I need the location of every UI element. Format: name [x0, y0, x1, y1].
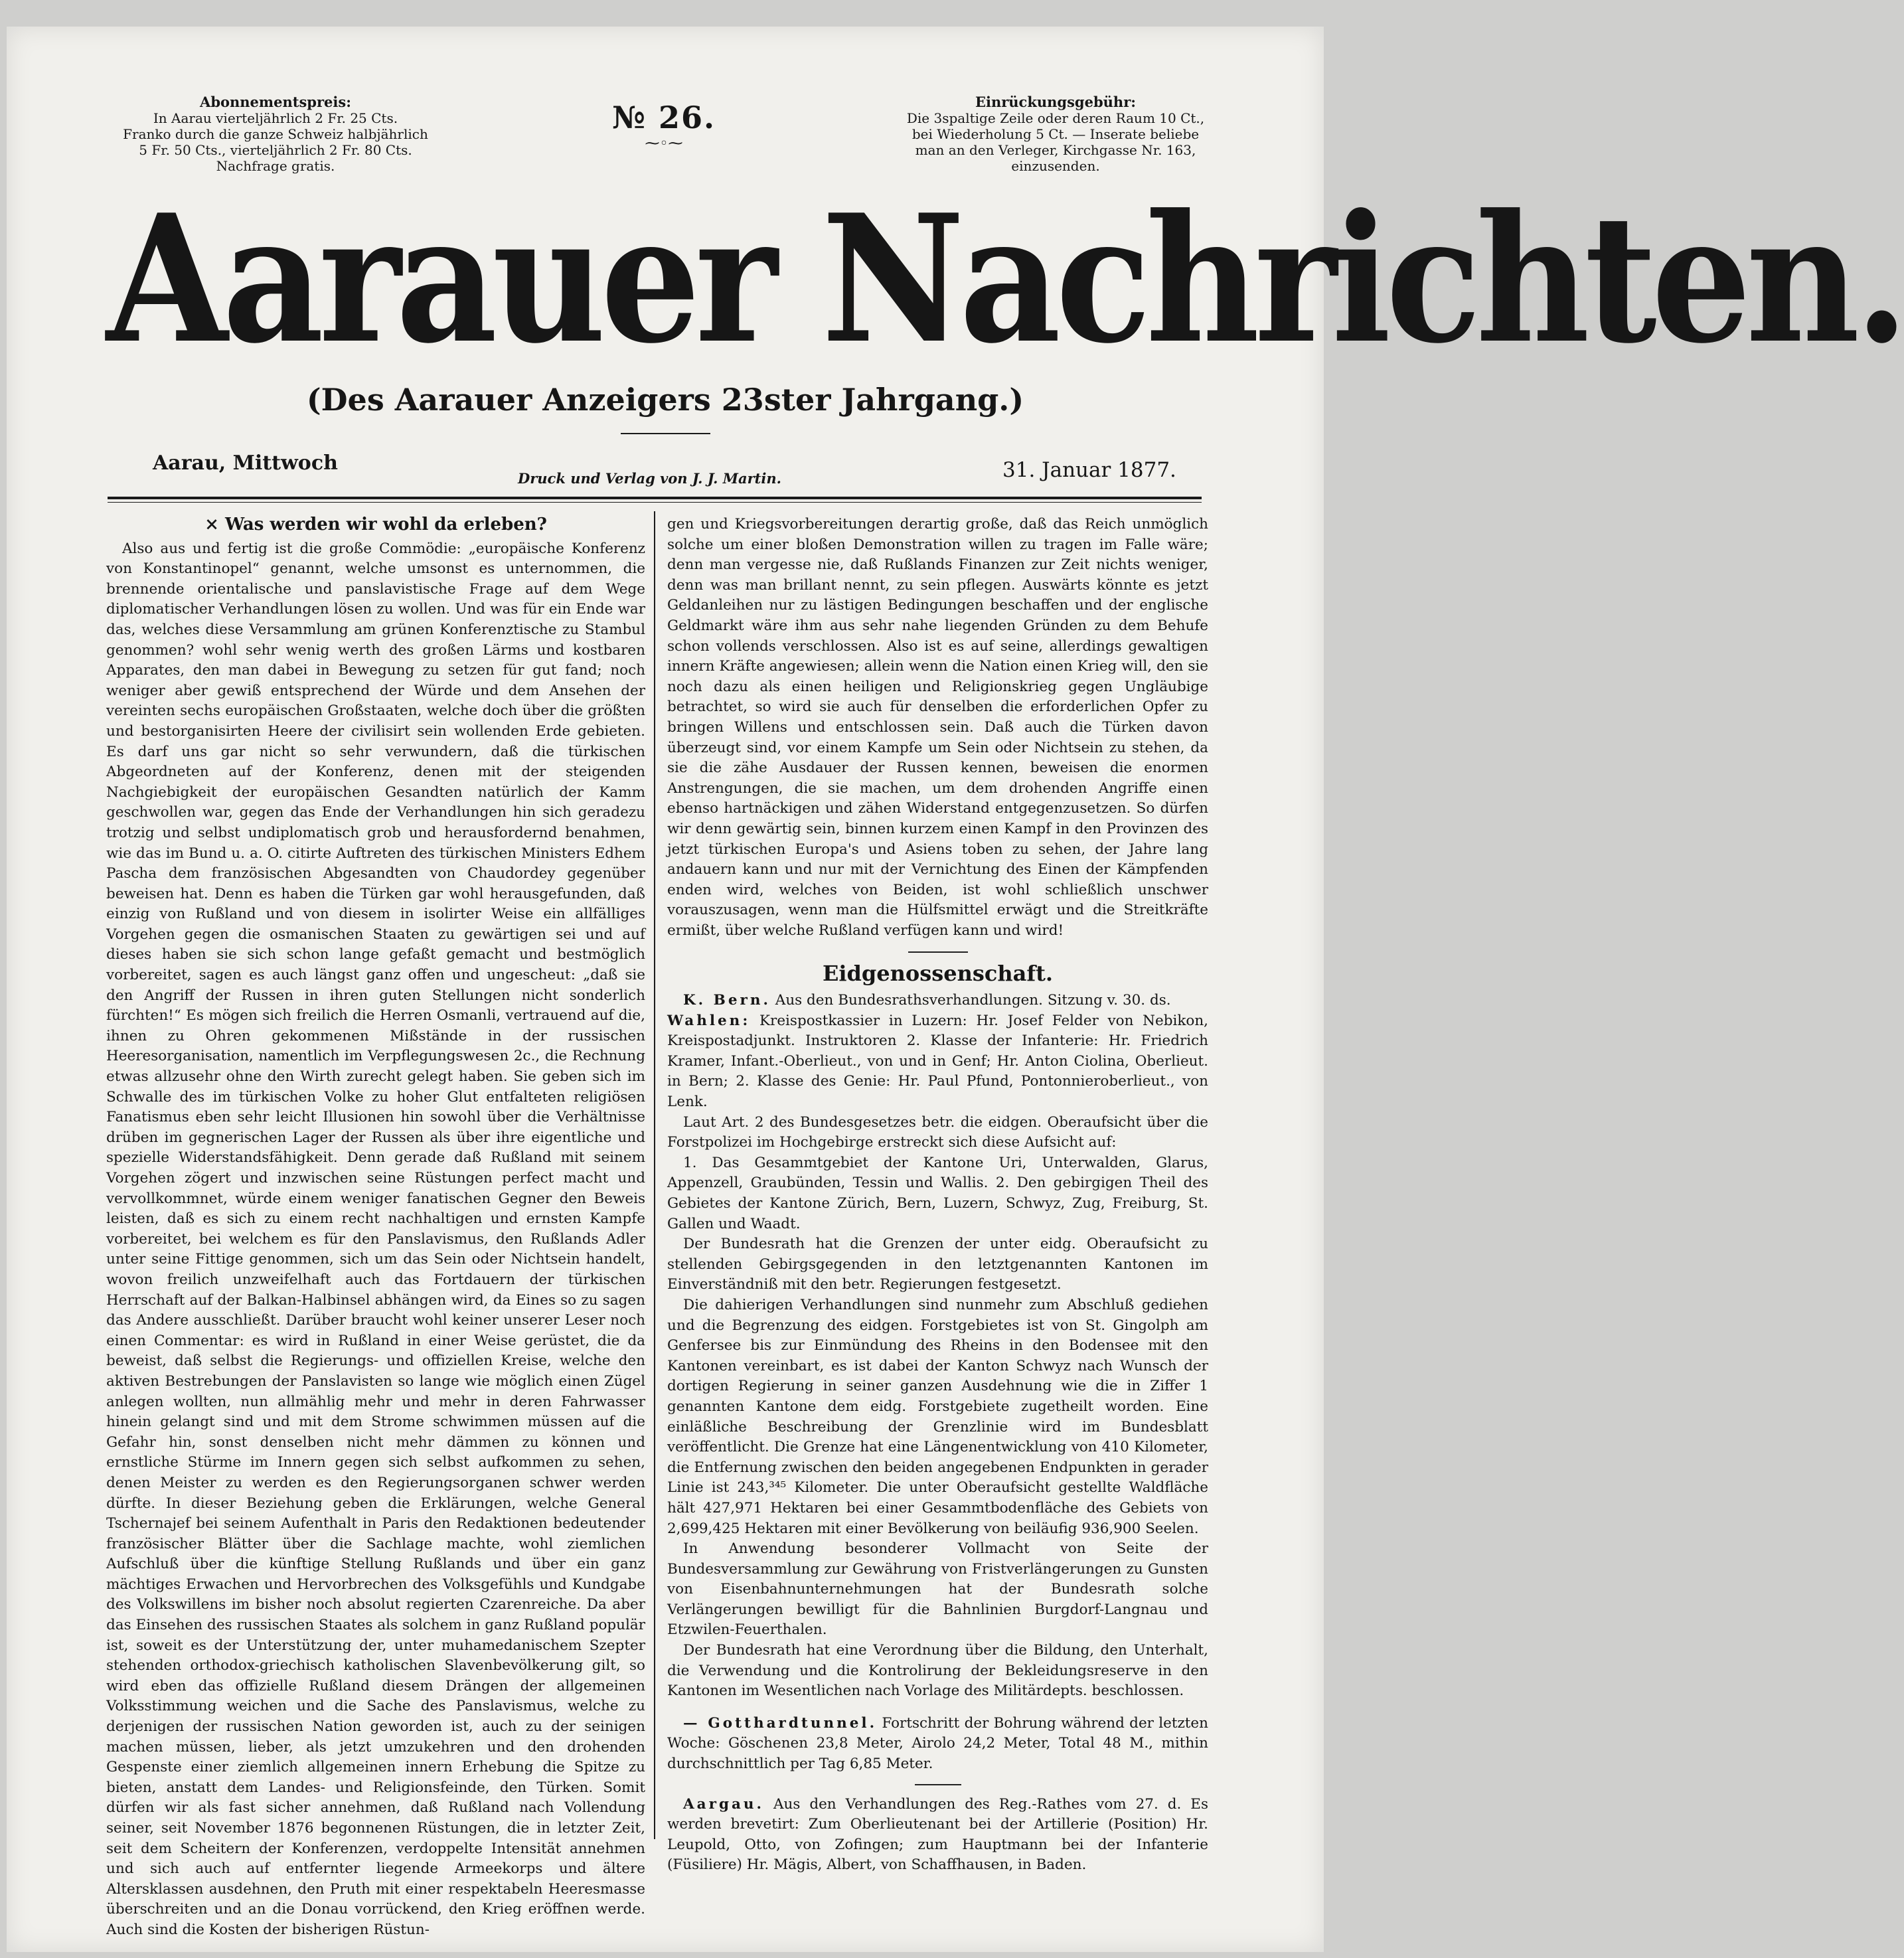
news-item-gotthard: [667, 1714, 1208, 1775]
insertion-fee-box: [883, 94, 1228, 174]
wahlen-lead: Wahlen:: [667, 1012, 751, 1029]
paragraph-verhandlungen: Die dahierigen Verhandlungen sind nunmehr zum Abschluß gediehen und die Begrenzung des eidgen. Forstgebietes ist von St. Gingolph am Genfersee bis zur Einmündung des Rheins in den Bodensee mit den Kantonen vereinbart, es ist dabei der Kanton Schwyz nach Wunsch der dortigen Regierung in seiner ganzen Ausdehnung wie die in Ziffer 1 genannten Kantone dem eidg. Forstgebiete zugetheilt worden. Eine einläßliche Beschreibung der Grenzlinie wird im Bundesblatt veröffentlicht. Die Grenze hat eine Längenentwicklung von 410 Kilometer, die Entfernung zwischen den beiden angegebenen Endpunkten in gerader Linie ist 243,³⁴⁵ Kilometer. Die unter Oberaufsicht gestellte Waldfläche hält 427,971 Hektaren bei einer Gesammtbodenfläche des Gebiets von 2,699,425 Hektaren mit einer Bevölkerung von beiläufig 936,900 Seelen.: [667, 1296, 1208, 1537]
header-rule-thick: [108, 497, 1202, 499]
dateline-place: Aarau, Mittwoch: [153, 451, 338, 475]
insertion-heading: Einrückungsgebühr:: [975, 94, 1137, 110]
subscription-heading: Abonnementspreis:: [200, 94, 351, 110]
header-rule-thin: [108, 502, 1202, 503]
item-separator: [915, 1784, 961, 1785]
insertion-line: bei Wiederholung 5 Ct. — Inserate beliebe: [912, 126, 1200, 142]
bern-lead: K. Bern.: [683, 992, 771, 1009]
paragraph-bundesrath: Der Bundesrath hat die Grenzen der unter eidg. Oberaufsicht zu stellenden Gebirgsgegenden in den letztgenannten Kantonen im Einverständniß mit den betr. Regierungen festgesetzt.: [667, 1236, 1208, 1293]
section-separator: [908, 951, 968, 953]
issue-ornament: ⁓◦⁓: [645, 135, 683, 152]
paragraph-verordnung: Der Bundesrath hat eine Verordnung über die Bildung, den Unterhalt, die Verwendung und die Kontrolirung der Bekleidungsreserve in den Kantonen im Wesentlichen nach Vorlage des Militärdepts. beschlossen.: [667, 1642, 1208, 1700]
newspaper-page: [7, 27, 1904, 1952]
paragraph-art2: Laut Art. 2 des Bundesgesetzes betr. die eidgen. Oberaufsicht über die Forstpolizei im Hochgebirge erstreckt sich diese Aufsicht auf:: [667, 1113, 1208, 1151]
dateline-date: 31. Januar 1877.: [1002, 458, 1176, 482]
column-divider: [654, 511, 655, 1839]
paragraph-vollmacht: In Anwendung besonderer Vollmacht von Seite der Bundesversammlung zur Gewährung von Fristverlängerungen zu Gunsten von Eisenbahnunternehmungen hat der Bundesrath solche Verlängerungen bewilligt für die Bahnlinien Burgdorf-Langnau und Etzwilen-Feuerthalen.: [667, 1540, 1208, 1639]
bern-text: Aus den Bundesrathsverhandlungen. Sitzung v. 30. ds.: [770, 992, 1171, 1009]
subscription-line: Nachfrage gratis.: [216, 158, 335, 174]
issue-number-block: [591, 100, 737, 152]
subscription-line: 5 Fr. 50 Cts., vierteljährlich 2 Fr. 80 Cts.: [139, 142, 412, 158]
aargau-text: Aus den Verhandlungen des Reg.-Rathes vom 27. d. Es werden brevetirt: Zum Oberlieutenant bei der Artillerie (Position) Hr. Leupold, Otto, von Zofingen; zum Hauptmann bei der Infanterie (Füsiliere) Hr. Mägis, Albert, von Schaffhausen, in Baden.: [667, 1795, 1208, 1874]
subscription-line: In Aarau vierteljährlich 2 Fr. 25 Cts.: [153, 110, 398, 126]
article-body: Also aus und fertig ist die große Commödie: „europäische Konferenz von Konstantinopel“ genannt, welche umsonst es unternommen, die brennende orientalische und panslavistische Frage auf dem Wege diplomatischer Verhandlungen lösen zu wollen. Und was für ein Ende war das, welches diese Versammlung am grünen Konferenztische zu Stambul genommen? wohl sehr wenig werth des großen Lärms und kostbaren Apparates, den man dabei in Bewegung zu setzen für gut fand; noch weniger aber gewiß entsprechend der Würde und dem Ansehen der vereinten sechs europäischen Großstaaten, welche doch über die größten und bestorganisirten Heere der civilisirt sein wollenden Erde gebieten. Es darf uns gar nicht so sehr verwundern, daß die türkischen Abgeordneten auf der Konferenz, denen mit der steigenden Nachgiebigkeit der europäischen Gesandten natürlich der Kamm geschwollen war, gegen das Ende der Verhandlungen hin sich geradezu trotzig und selbst undiplomatisch grob und herausfordernd benahmen, wie das im Bund u. a. O. citirte Auftreten des türkischen Ministers Edhem Pascha dem französischen Abgesandten von Chaudordey gegenüber beweisen hat. Denn es haben die Türken gar wohl herausgefunden, daß einzig von Rußland und von diesem in isolirter Weise ein allfälliges Vorgehen gegen die osmanischen Staaten zu gewärtigen sei und auf dieses haben sie sich schon lange gefaßt gemacht und bestmöglich vorbereitet, sagen es auch längst ganz offen und ungescheut: „daß sie den Angriff der Russen in ihren guten Stellungen nicht sonderlich fürchten!“ Es mögen sich freilich die Herren Osmanli, vertrauend auf die, ihnen zu Ohren gekommenen Mißstände in der russischen Heeresorganisation, namentlich im Verpflegungswesen 2c., die Rechnung etwas allzusehr ohne den Wirth zurecht gelegt haben. Sie geben sich im Schwalle des im türkischen Volke zu hoher Glut entfalteten religiösen Fanatismus eben sehr leicht Illusionen hin sowohl über die Verhältnisse drüben im gegnerischen Lager der Russen als über ihre eigentliche und spezielle Widerstandsfähigkeit. Denn gerade daß Rußland mit seinem Vorgehen zögert und inzwischen seine Rüstungen perfect macht und vervollkommnet, würde einem weniger fanatischen Gegner den Beweis leisten, daß es sich zu einem recht nachhaltigen und ernsten Kampfe vorbereitet, bei welchem es für den Panslavismus, den Rußlands Adler unter seine Fittige genommen, sich um das Sein oder Nichtsein handelt, wovon freilich unzweifelhaft auch das Fortdauern der türkischen Herrschaft auf der Balkan-Halbinsel abhängen wird, da Eines so zu sagen das Andere ausschließt. Darüber braucht wohl keiner unserer Leser noch einen Commentar: es wird in Rußland in einer Weise gerüstet, die da beweist, daß selbst die Regierungs- und offiziellen Kreise, welche den aktiven Bestrebungen der Panslavisten so lange wie möglich einen Zügel anlegen wollten, nun allmählig mehr und mehr in deren Fahrwasser hinein gelangt sind und mit dem Strome schwimmen müssen auf die Gefahr hin, sonst denselben nicht mehr dämmen zu können und ernstliche Stürme im Innern gegen sich selbst aufkommen zu sehen, denen Meister zu werden es den Regierungsorganen schwer werden dürfte. In dieser Beziehung geben die Erklärungen, welche General Tschernajef bei seinem Aufenthalt in Paris den Redaktionen bedeutender französischer Blätter über die Sachlage machte, wohl ziemlichen Aufschluß über die künftige Stellung Rußlands und über ein ganz mächtiges Erwachen und Hervorbrechen des Volksgefühls und Kundgabe des Volkswillens im bisher noch absolut regierten Czarenreiche. Da aber das Einsehen des russischen Staates als solchem in ganz Rußland populär ist, soweit es der Unterstützung der, unter muhamedanischem Szepter stehenden orthodox-griechisch katholischen Slavenbevölkerung gilt, so wird eben das offizielle Rußland diesem Drängen der allgemeinen Volksstimmung weichen und die Sache des Panslavismus, welche zu derjenigen der russischen Nation geworden ist, auch zu der seinigen machen müssen, lieber, als jetzt umzukehren und den drohenden Gespenste einer ziemlich allgemeinen innern Erhebung die Spitze zu bieten, anstatt dem Landes- und Religionsfeinde, den Türken. Somit dürfen wir als fast sicher annehmen, daß Rußland nach Vollendung seiner, seit November 1876 begonnenen Rüstungen, die in letzter Zeit, seit dem Scheitern der Konferenzen, verdoppelte Intensität annehmen und sich auch auf entfernter liegende Armeekorps und ältere Altersklassen ausdehnen, den Pruth mit einer respektabeln Heeresmasse überschreiten und an die Donau vorrückend, den Krieg eröffnen werde. Auch sind die Kosten der bisherigen Rüstun-: [106, 540, 645, 1938]
aargau-lead: Aargau.: [683, 1795, 765, 1813]
subscription-line: Franko durch die ganze Schweiz halbjährlich: [123, 126, 428, 142]
section-title: Eidgenossenschaft.: [822, 961, 1054, 987]
left-column: [106, 515, 645, 1941]
insertion-line: einzusenden.: [1011, 158, 1100, 174]
wahlen-text: Kreispostkassier in Luzern: Hr. Josef Felder von Nebikon, Kreispostadjunkt. Instruktoren 2. Klasse der Infanterie: Hr. Friedrich Kramer, Infant.-Oberlieut., von und in Genf; Hr. Anton Ciolina, Oberlieut. in Bern; 2. Klasse des Genie: Hr. Paul Pfund, Pontonnieroberlieut., von Lenk.: [667, 1012, 1208, 1111]
gotthard-lead: — Gotthardtunnel.: [683, 1714, 878, 1732]
news-item-aargau: [667, 1795, 1208, 1876]
masthead-subtitle: (Des Aarauer Anzeigers 23ster Jahrgang.): [306, 382, 1024, 418]
right-column: [667, 515, 1208, 1876]
dateline-publisher: Druck und Verlag von J. J. Martin.: [518, 470, 781, 487]
issue-number: № 26.: [611, 100, 716, 135]
article-continuation: gen und Kriegsvorbereitungen derartig große, daß das Reich unmöglich solche um einer bloßen Demonstration willen zu tragen im Falle wäre; denn man vergesse nie, daß Rußlands Finanzen zur Zeit nichts weniger, denn was man brillant nennt, zu sein pflegen. Auswärts könnte es jetzt Geldanleihen nur zu lästigen Bedingungen beschaffen und der englische Geldmarkt wäre ihm aus sehr nahe liegenden Gründen zu dem Behufe schon vollends verschlossen. Also ist es auf seine, allerdings gewaltigen innern Kräfte angewiesen; allein wenn die Nation einen Krieg will, den sie noch dazu als einen heiligen und Religionskrieg gegen Ungläubige betrachtet, so wird sie auch für denselben die erforderlichen Opfer zu bringen Willens und entschlossen sein. Daß auch die Türken davon überzeugt sind, vor einem Kampfe um Sein oder Nichtsein zu stehen, da sie die zähe Ausdauer der Russen kennen, beweisen die enormen Anstrengungen, die sie machen, um dem drohenden Angriffe einen ebenso hartnäckigen und zähen Widerstand entgegenzusetzen. So dürfen wir denn gewärtig sein, binnen kurzem einen Kampf in den Provinzen des jetzt türkischen Europa's und Asiens toben zu sehen, der Jahre lang andauern kann und nur mit der Vernichtung des Einen der Kämpfenden enden wird, welches von Beiden, ist wohl schließlich unschwer vorauszusagen, wenn man die Hülfsmittel erwägt und die Streitkräfte ermißt, über welche Rußland verfügen kann und wird!: [667, 516, 1208, 939]
subscription-box: [119, 94, 432, 174]
insertion-line: man an den Verleger, Kirchgasse Nr. 163,: [915, 142, 1196, 158]
news-item-wahlen: [667, 1011, 1208, 1113]
news-item-bern: [667, 991, 1208, 1011]
paragraph-item1: 1. Das Gesammtgebiet der Kantone Uri, Unterwalden, Glarus, Appenzell, Graubünden, Tessin und Wallis. 2. Den gebirgigen Theil des Gebietes der Kantone Zürich, Bern, Luzern, Schwyz, Zug, Freiburg, St. Gallen und Waadt.: [667, 1154, 1208, 1232]
masthead-title: Aarauer Nachrichten.: [106, 175, 1904, 382]
gotthard-text: Fortschritt der Bohrung während der letzten Woche: Göschenen 23,8 Meter, Airolo 24,2 Meter, Total 48 M., mithin durchschnittlich per Tag 6,85 Meter.: [667, 1714, 1208, 1773]
insertion-line: Die 3spaltige Zeile oder deren Raum 10 Ct.,: [906, 110, 1205, 126]
article-headline: × Was werden wir wohl da erleben?: [204, 515, 547, 534]
masthead-divider: [621, 433, 710, 434]
